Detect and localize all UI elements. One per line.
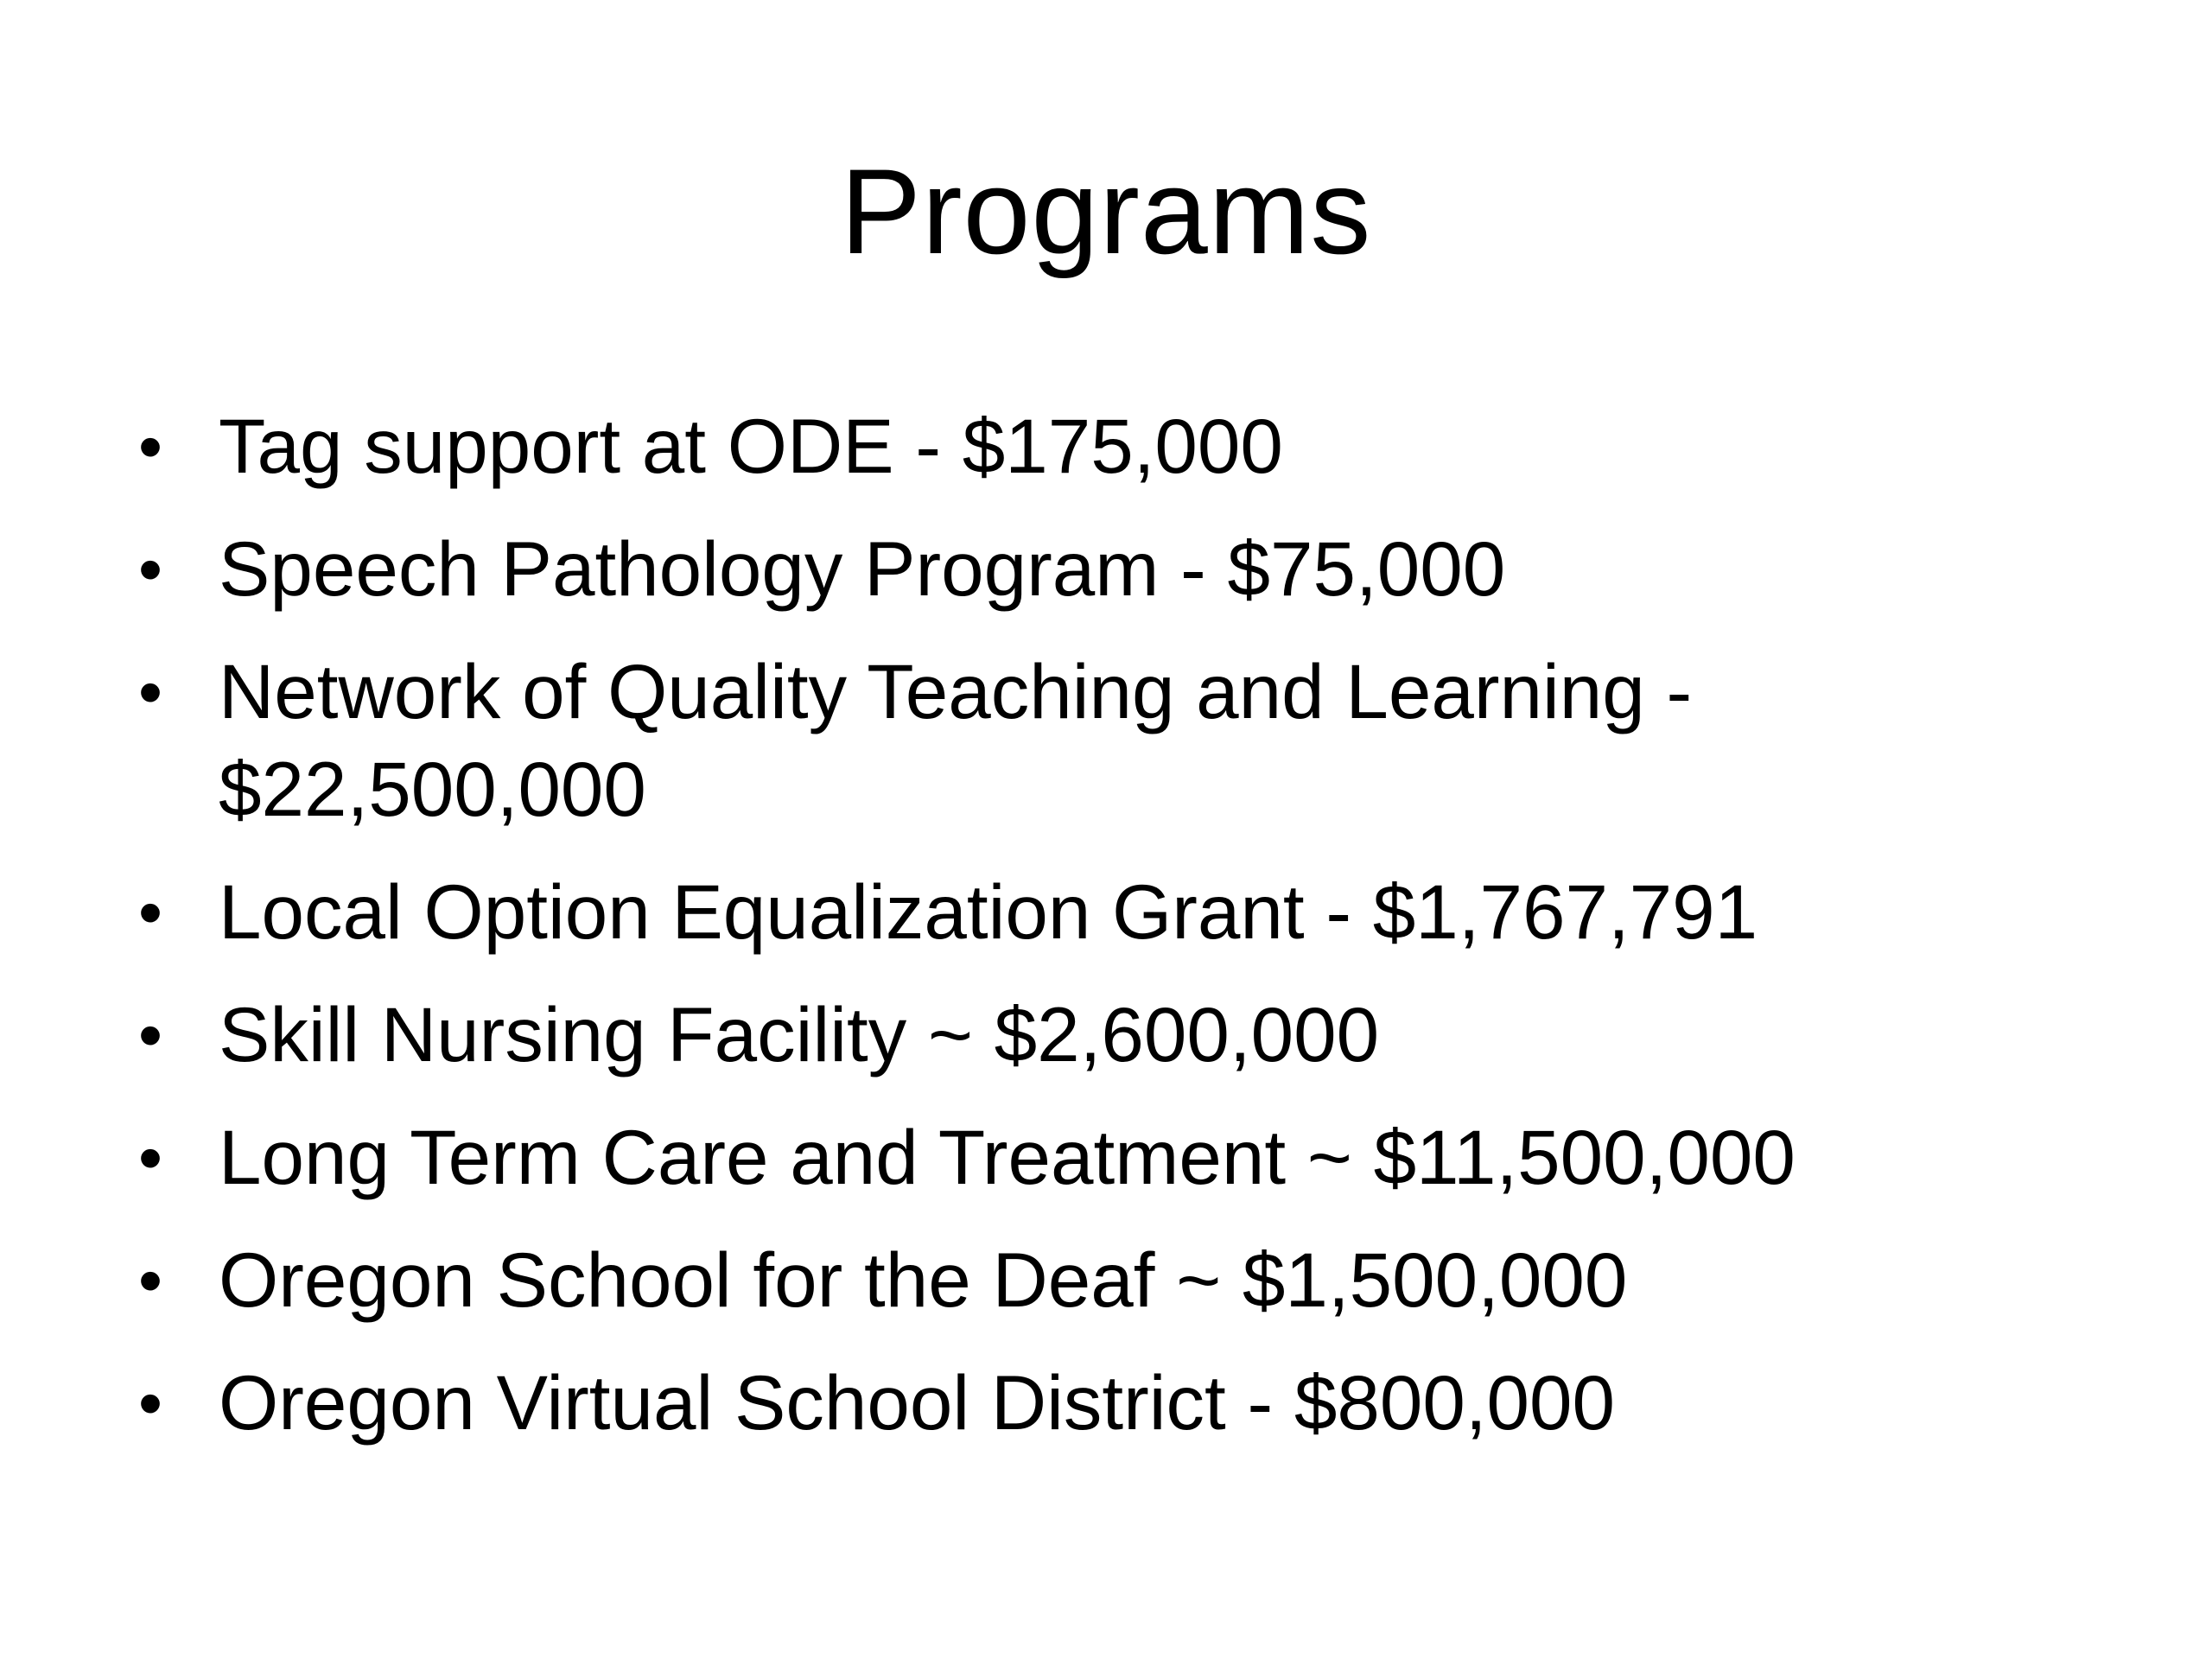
program-item-text: Oregon School for the Deaf ~ $1,500,000 <box>219 1236 1628 1323</box>
program-item <box>130 1231 2117 1329</box>
bullet-icon: • <box>138 531 163 607</box>
program-list <box>130 397 2117 1477</box>
program-item <box>130 1109 2117 1206</box>
bullet-icon: • <box>138 653 163 730</box>
program-item-text: Network of Quality Teaching and Learning - $22,500,000 <box>219 648 1693 832</box>
program-item <box>130 397 2117 495</box>
program-item <box>130 643 2117 838</box>
program-item-text: Oregon Virtual School District - $800,000 <box>219 1359 1616 1446</box>
program-item-text: Skill Nursing Facility ~ $2,600,000 <box>219 991 1380 1077</box>
bullet-icon: • <box>138 1364 163 1441</box>
program-item <box>130 1354 2117 1452</box>
program-item-text: Tag support at ODE - $175,000 <box>219 403 1283 489</box>
program-item-text: Speech Pathology Program - $75,000 <box>219 525 1506 612</box>
bullet-icon: • <box>138 1119 163 1196</box>
program-item <box>130 863 2117 961</box>
bullet-icon: • <box>138 1242 163 1319</box>
slide-title: Programs <box>840 143 1372 279</box>
bullet-icon: • <box>138 996 163 1073</box>
bullet-icon: • <box>138 874 163 950</box>
program-item <box>130 986 2117 1084</box>
bullet-icon: • <box>138 408 163 485</box>
program-item <box>130 520 2117 618</box>
program-item-text: Long Term Care and Treatment ~ $11,500,000 <box>219 1114 1796 1200</box>
program-item-text: Local Option Equalization Grant - $1,767,791 <box>219 868 1758 955</box>
